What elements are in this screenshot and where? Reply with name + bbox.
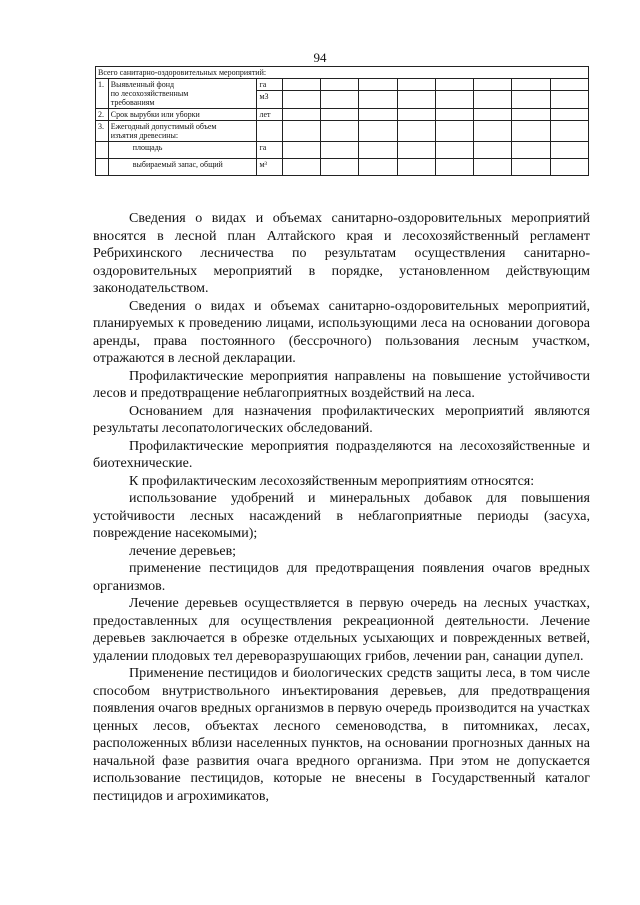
table-header-row [96, 67, 589, 79]
row-unit: лет [257, 109, 282, 121]
paragraph: Профилактические мероприятия направлены на повышение устойчивости лесов и предотвращение неблагоприятных воздействий на леса. [93, 368, 590, 401]
paragraph: К профилактическим лесохозяйственным мероприятиям относятся: [129, 473, 535, 489]
sanitary-measures-table [95, 66, 589, 176]
row-number: 2. [96, 109, 109, 121]
page-number: 94 [313, 50, 327, 65]
paragraph: применение пестицидов для предотвращения появления очагов вредных организмов. [93, 561, 590, 594]
table-row [96, 79, 589, 91]
row-label: выбираемый запас, общий [108, 159, 257, 176]
table-row [96, 109, 589, 121]
row-number: 1. [96, 79, 109, 109]
row-unit: га [257, 142, 282, 159]
row-unit [257, 121, 282, 142]
body-text [93, 210, 590, 805]
row-label: Ежегодный допустимый объем изъятия древесины: [108, 121, 257, 142]
paragraph: Сведения о видах и объемах санитарно-оздоровительных мероприятий вносятся в лесной план Алтайского края и лесохозяйственный регламент Ребрихинского лесничества по результатам осуществления санитарно-оздоровительных мероприятий в порядке, установленном действующим законодательством. [93, 211, 590, 296]
paragraph: Профилактические мероприятия подразделяются на лесохозяйственные и биотехнические. [93, 438, 590, 471]
paragraph: использование удобрений и минеральных добавок для повышения устойчивости лесных насаждений в неблагоприятные периоды (засуха, повреждение насекомыми); [93, 491, 590, 541]
row-number [96, 159, 109, 176]
row-label: площадь [108, 142, 257, 159]
row-label: Выявленный фонд по лесохозяйственным требованиям [108, 79, 257, 109]
row-unit: м³ [257, 159, 282, 176]
row-unit: га [257, 79, 282, 91]
table-header: Всего санитарно-оздоровительных мероприятий: [96, 67, 589, 79]
row-unit: м3 [257, 91, 282, 109]
paragraph: лечение деревьев; [129, 543, 237, 559]
row-label: Срок вырубки или уборки [108, 109, 257, 121]
table-row [96, 142, 589, 159]
paragraph: Лечение деревьев осуществляется в первую очередь на лесных участках, предоставленных для осуществления рекреационной деятельности. Лечение деревьев заключается в обрезке отдельных усыхающих и поврежденных ветвей, удалении плодовых тел дереворазрушающих грибов, лечении ран, санации дупел. [93, 596, 590, 664]
row-number [96, 142, 109, 159]
table-row [96, 121, 589, 142]
paragraph: Сведения о видах и объемах санитарно-оздоровительных мероприятий, планируемых к проведению лицами, использующими леса на основании договора аренды, права постоянного (бессрочного) пользования лесным участком, отражаются в лесной декларации. [93, 298, 590, 366]
table-row [96, 159, 589, 176]
paragraph: Применение пестицидов и биологических средств защиты леса, в том числе способом внутриствольного инъектирования деревьев, для предотвращения появления очагов вредных организмов в первую очередь производится на участках ценных лесов, объектах лесного семеноводства, в питомниках, лесах, расположенных вблизи населенных пунктов, на основании прогнозных данных на начальной фазе развития очага вредного организма. При этом не допускается использование пестицидов, которые не внесены в Государственный каталог пестицидов и агрохимикатов, [93, 666, 590, 804]
paragraph: Основанием для назначения профилактических мероприятий являются результаты лесопатологических обследований. [93, 403, 590, 436]
row-number: 3. [96, 121, 109, 142]
